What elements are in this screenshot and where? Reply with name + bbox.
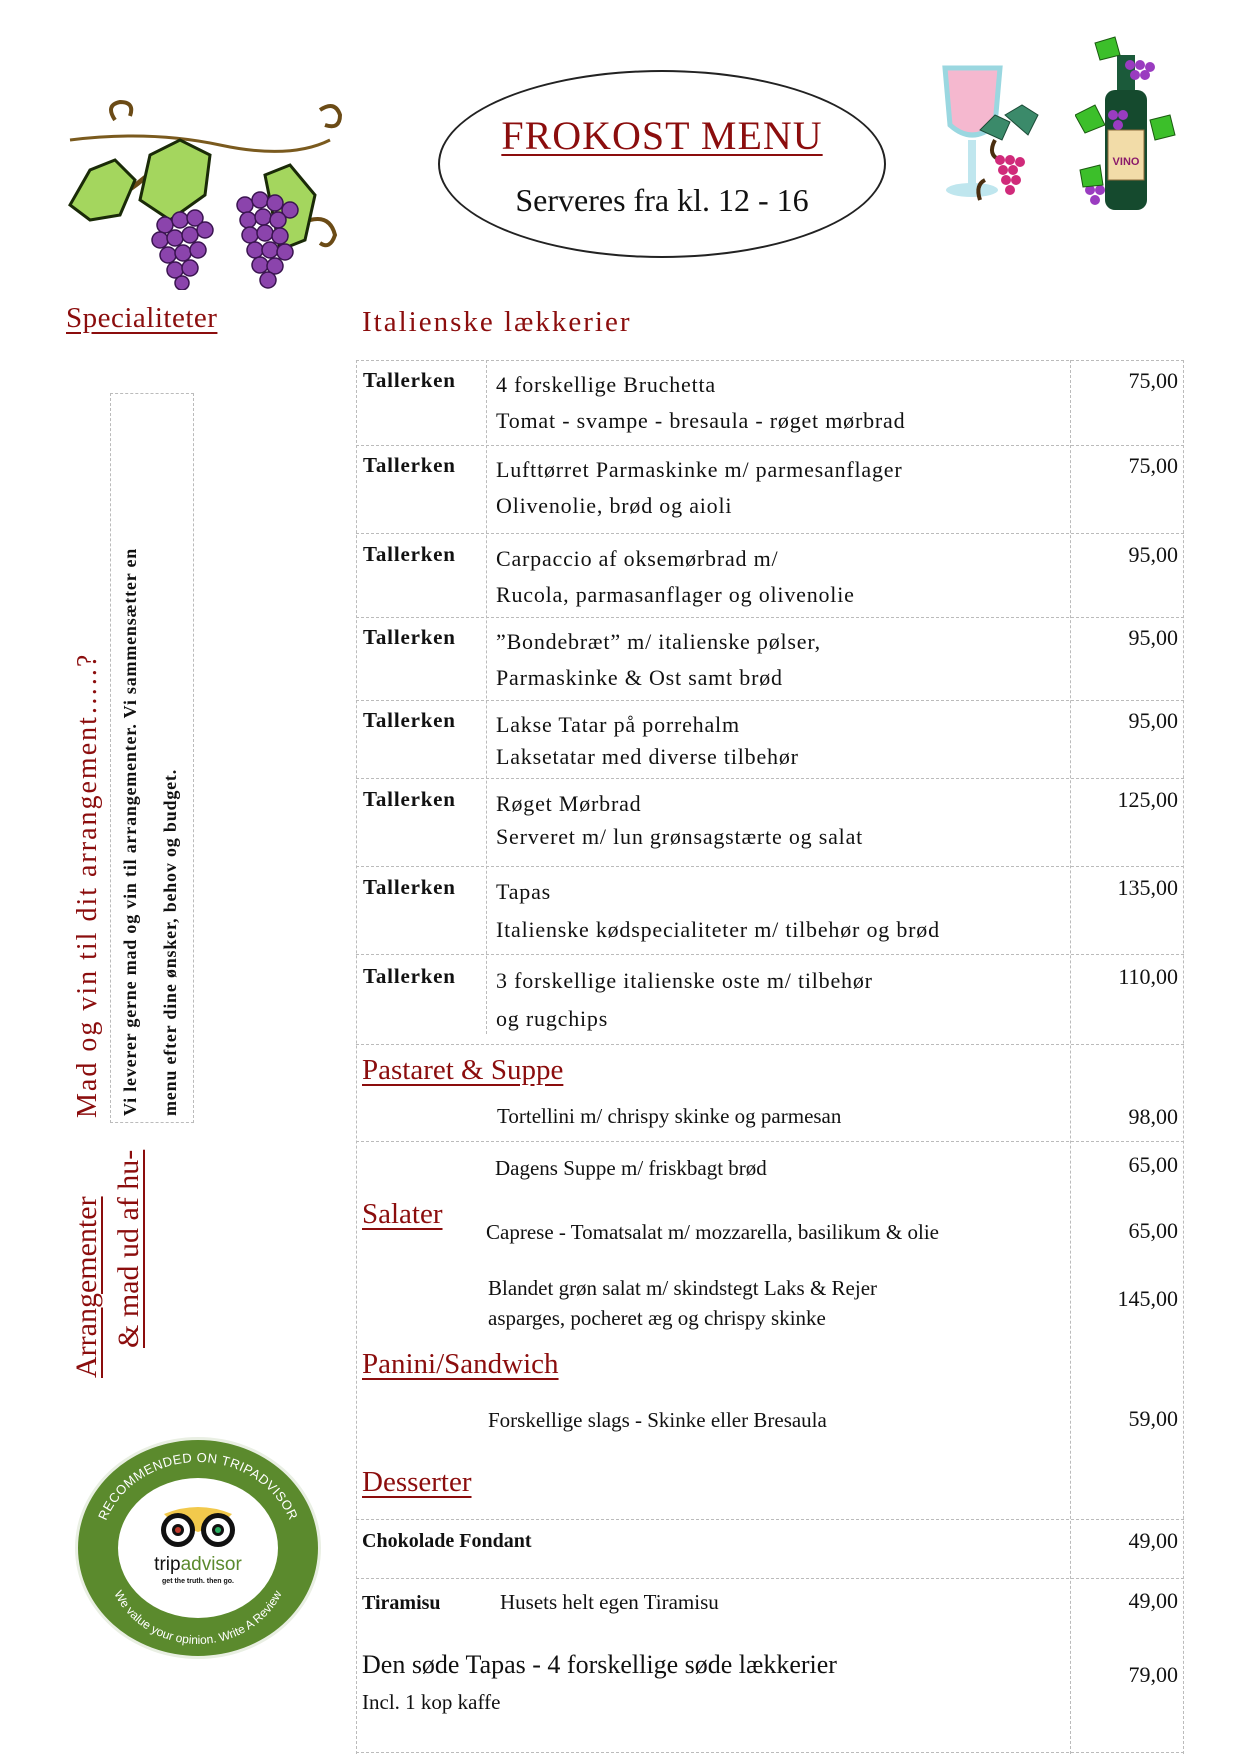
item-price: 95,00: [1128, 625, 1178, 650]
item-category: Tallerken: [363, 787, 456, 811]
item-title: Røget Mørbrad: [496, 791, 642, 816]
item-title: Forskellige slags - Skinke eller Bresaula: [488, 1408, 827, 1432]
section-heading-desserts: Desserter: [362, 1466, 472, 1498]
item-price: 75,00: [1128, 453, 1178, 478]
events-heading-line-2: & mad ud af hu-: [112, 1149, 145, 1348]
events-heading-line-1: Arrangementer: [70, 1196, 103, 1378]
event-text-line-1: Vi leverer gerne mad og vin til arrangementer. Vi sammensætter en: [120, 547, 140, 1116]
item-title: Lufttørret Parmaskinke m/ parmesanflager: [496, 457, 903, 482]
item-description: Husets helt egen Tiramisu: [500, 1590, 719, 1614]
item-description: Laksetatar med diverse tilbehør: [496, 744, 799, 769]
specialties-heading: Specialiteter: [66, 302, 218, 334]
item-price: 49,00: [1128, 1528, 1178, 1553]
item-description: Olivenolie, brød og aioli: [496, 493, 733, 518]
grid-line: [356, 1752, 1184, 1753]
grid-line: [356, 617, 1184, 618]
page-title: FROKOST MENU: [501, 113, 823, 158]
item-description: og rugchips: [496, 1006, 609, 1031]
grid-line: [486, 360, 487, 1034]
grid-line: [356, 866, 1184, 867]
item-title: Dagens Suppe m/ friskbagt brød: [495, 1156, 767, 1180]
badge-center: [118, 1478, 278, 1618]
svg-text:We value your opinion. Write A: We value your opinion. Write A Review: [111, 1588, 285, 1648]
item-title: Tiramisu: [362, 1592, 441, 1614]
event-title: Mad og vin til dit arrangement…..?: [72, 652, 103, 1118]
item-description: Tomat - svampe - bresaula - røget mørbrad: [496, 408, 906, 433]
event-text-line-2: menu efter dine ønsker, behov og budget.: [160, 768, 180, 1116]
tripadvisor-wordmark: tripadvisor: [154, 1554, 242, 1575]
item-price: 75,00: [1128, 368, 1178, 393]
grid-line: [1070, 360, 1071, 1754]
item-title: Chokolade Fondant: [362, 1530, 532, 1552]
item-category: Tallerken: [363, 625, 456, 649]
grid-line: [356, 700, 1184, 701]
item-title: Lakse Tatar på porrehalm: [496, 712, 740, 737]
section-heading-italian: Italienske lækkerier: [362, 306, 632, 338]
item-price: 79,00: [1128, 1662, 1178, 1687]
section-heading-pasta: Pastaret & Suppe: [362, 1054, 564, 1086]
item-price: 95,00: [1128, 542, 1178, 567]
grid-line: [356, 445, 1184, 446]
wine-glass-icon: [940, 60, 1045, 210]
item-title: Tapas: [496, 879, 551, 904]
item-description: asparges, pocheret æg og chrispy skinke: [488, 1306, 826, 1330]
item-price: 98,00: [1128, 1104, 1178, 1129]
header-oval: [438, 70, 886, 258]
item-price: 110,00: [1118, 964, 1178, 989]
grid-line: [356, 1519, 1184, 1520]
item-title: Caprese - Tomatsalat m/ mozzarella, basilikum & olie: [486, 1220, 940, 1244]
item-category: Tallerken: [363, 875, 456, 899]
item-title: Carpaccio af oksemørbrad m/: [496, 546, 779, 571]
wine-bottle-icon: [1075, 35, 1195, 215]
svg-text:VINO: VINO: [1112, 156, 1140, 168]
item-category: Tallerken: [363, 453, 456, 477]
item-price: 125,00: [1117, 787, 1178, 812]
grid-line: [356, 360, 1184, 361]
tripadvisor-tagline: get the truth. then go.: [162, 1578, 234, 1585]
tripadvisor-owl-icon: [156, 1504, 240, 1550]
item-description: Incl. 1 kop kaffe: [362, 1690, 501, 1714]
item-price: 95,00: [1128, 708, 1178, 733]
item-title: Blandet grøn salat m/ skindstegt Laks & Rejer: [488, 1276, 878, 1300]
grid-line: [356, 1578, 1184, 1579]
item-description: Italienske kødspecialiteter m/ tilbehør og brød: [496, 917, 940, 942]
item-price: 59,00: [1128, 1406, 1178, 1431]
section-heading-salads: Salater: [362, 1198, 443, 1230]
item-title: Den søde Tapas - 4 forskellige søde lækkerier: [362, 1650, 837, 1679]
tripadvisor-badge[interactable]: [75, 1437, 321, 1659]
grid-line: [356, 778, 1184, 779]
item-price: 135,00: [1117, 875, 1178, 900]
item-category: Tallerken: [363, 542, 456, 566]
item-price: 65,00: [1128, 1152, 1178, 1177]
serving-hours: Serveres fra kl. 12 - 16: [515, 182, 809, 218]
grid-line: [356, 1044, 1184, 1045]
item-category: Tallerken: [363, 708, 456, 732]
item-price: 65,00: [1128, 1218, 1178, 1243]
item-description: Serveret m/ lun grønsagstærte og salat: [496, 824, 864, 849]
item-description: Parmaskinke & Ost samt brød: [496, 665, 783, 690]
svg-text:RECOMMENDED ON TRIPADVISOR: RECOMMENDED ON TRIPADVISOR: [94, 1449, 302, 1523]
item-description: Rucola, parmasanflager og olivenolie: [496, 582, 855, 607]
item-title: 4 forskellige Bruchetta: [496, 372, 716, 397]
grid-line: [356, 954, 1184, 955]
grapes-vine-icon: [60, 100, 350, 290]
grid-line: [356, 1141, 1184, 1142]
item-price: 49,00: [1128, 1588, 1178, 1613]
section-heading-panini: Panini/Sandwich: [362, 1348, 559, 1380]
item-title: ”Bondebræt” m/ italienske pølser,: [496, 629, 821, 654]
item-category: Tallerken: [363, 964, 456, 988]
item-title: 3 forskellige italienske oste m/ tilbehør: [496, 968, 873, 993]
item-title: Tortellini m/ chrispy skinke og parmesan: [497, 1104, 842, 1128]
item-price: 145,00: [1117, 1286, 1178, 1311]
item-category: Tallerken: [363, 368, 456, 392]
grid-line: [356, 533, 1184, 534]
